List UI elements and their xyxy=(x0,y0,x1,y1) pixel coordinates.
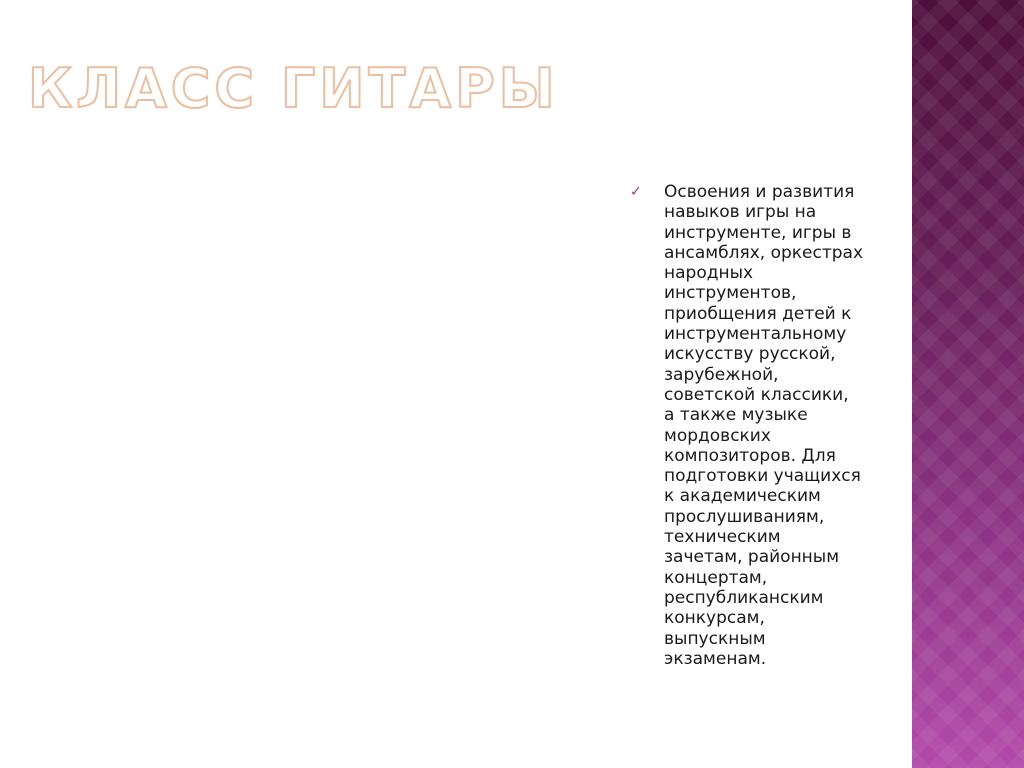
slide-title: КЛАСС ГИТАРЫ xyxy=(28,57,559,120)
bullet-text: Освоения и развития навыков игры на инструменте, игры в ансамблях, оркестрах народных инструментов, приобщения детей к инструментальному искусству русской, зарубежной, советской классики, а также музыке мордовских композиторов. Для подготовки учащихся к академическим прослушиваниям, техническим зачетам, районным концертам, республиканским конкурсам, выпускным экзаменам. xyxy=(664,182,864,669)
decorative-side-band xyxy=(912,0,1024,768)
checkmark-icon: ✓ xyxy=(630,184,642,200)
bullet-item xyxy=(630,182,900,669)
content-placeholder xyxy=(630,182,900,669)
